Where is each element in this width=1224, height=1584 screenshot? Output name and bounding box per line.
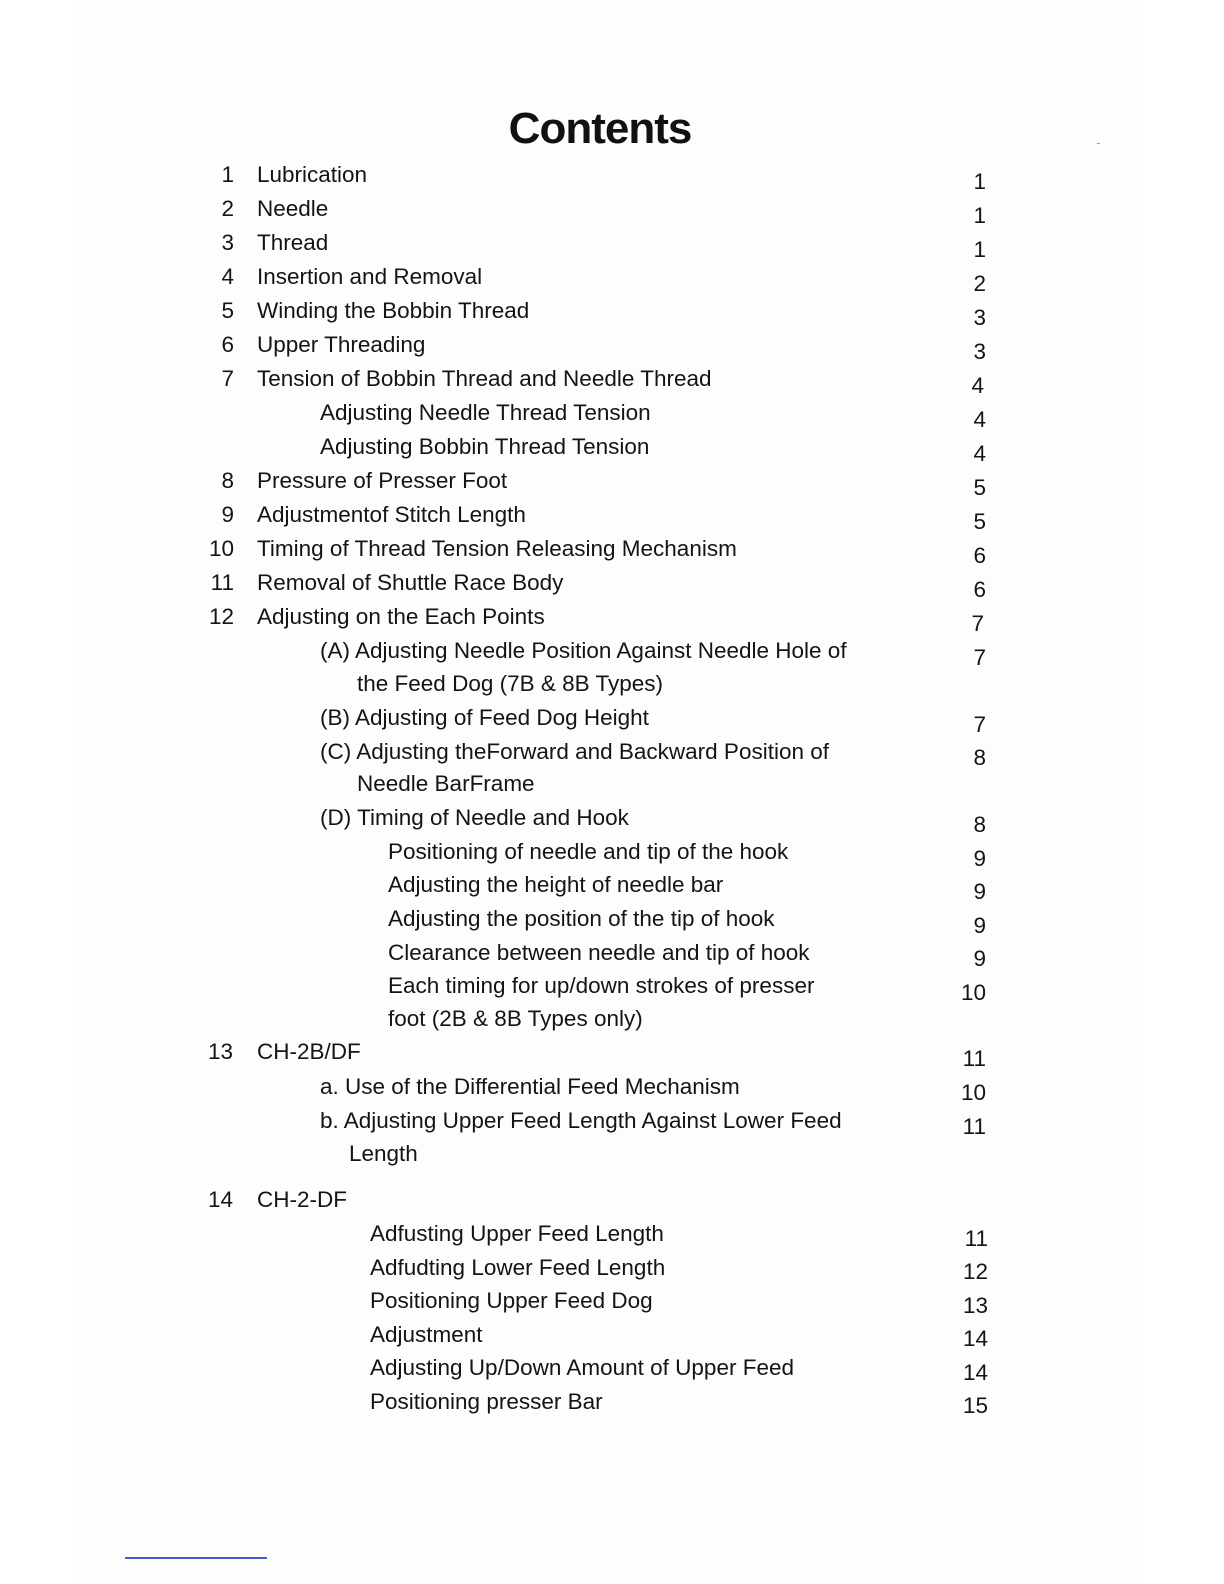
entry-number: 3 [221, 230, 234, 255]
entry-title: CH-2-DF [257, 1187, 347, 1212]
entry-number: 6 [221, 332, 234, 357]
entry-page: 4 [973, 441, 986, 466]
entry-page: 12 [962, 1259, 988, 1284]
entry-page: 6 [973, 577, 986, 602]
entry-page: 11 [962, 1114, 986, 1139]
entry-title: a. Use of the Differential Feed Mechanism [320, 1074, 740, 1099]
entry-title: Adjustmentof Stitch Length [257, 502, 526, 527]
page-title: Contents [508, 104, 692, 153]
entry-page: 10 [960, 980, 986, 1005]
entry-number: 2 [221, 196, 234, 221]
entry-page: 14 [962, 1326, 988, 1351]
entry-page: 4 [971, 373, 984, 398]
entry-title: (C) Adjusting theForward and Backward Position of [320, 739, 829, 764]
entry-title: the Feed Dog (7B & 8B Types) [357, 671, 664, 696]
bottom-link-underline [125, 1557, 267, 1559]
entry-page: 5 [973, 509, 986, 534]
entry-title: Adjusting Bobbin Thread Tension [320, 434, 650, 459]
entry-title: foot (2B & 8B Types only) [388, 1006, 643, 1031]
entry-page: 13 [962, 1293, 988, 1318]
entry-title: Adfudting Lower Feed Length [370, 1255, 666, 1280]
entry-number: 14 [207, 1187, 233, 1212]
entry-page: 10 [960, 1080, 986, 1105]
entry-number: 11 [210, 570, 234, 595]
entry-page: 1 [973, 203, 986, 228]
entry-number: 12 [208, 604, 234, 629]
entry-title: (B) Adjusting of Feed Dog Height [320, 705, 649, 730]
entry-page: 3 [973, 305, 986, 330]
entry-title: Adjusting Needle Thread Tension [320, 400, 651, 425]
entry-title: Lubrication [257, 162, 368, 187]
entry-title: Upper Threading [257, 332, 426, 357]
entry-page: 14 [962, 1360, 988, 1385]
entry-number: 10 [208, 536, 234, 561]
entry-title: Adjusting the position of the tip of hook [388, 906, 775, 931]
entry-number: 13 [207, 1039, 233, 1064]
entry-page: 3 [973, 339, 986, 364]
entry-page: 1 [973, 169, 986, 194]
entry-title: Adjusting Up/Down Amount of Upper Feed [370, 1355, 794, 1380]
entry-page: 7 [973, 645, 986, 670]
entry-title: Adjusting on the Each Points [257, 604, 545, 629]
entry-title: Timing of Thread Tension Releasing Mechanism [257, 536, 737, 561]
entry-page: 6 [973, 543, 986, 568]
entry-page: 15 [962, 1393, 988, 1418]
entry-title: Tension of Bobbin Thread and Needle Thread [257, 366, 712, 391]
entry-page: 9 [973, 946, 986, 971]
entry-page: 7 [973, 712, 986, 737]
entry-title: Thread [257, 230, 329, 255]
entry-number: 5 [221, 298, 234, 323]
entry-title: Adfusting Upper Feed Length [370, 1221, 664, 1246]
entry-page: 9 [973, 846, 986, 871]
entry-page: 9 [973, 879, 986, 904]
entry-title: (A) Adjusting Needle Position Against Needle Hole of [320, 638, 847, 663]
entry-page: 1 [973, 237, 986, 262]
entry-title: Positioning of needle and tip of the hook [388, 839, 789, 864]
entry-page: 8 [973, 745, 986, 770]
entry-title: Positioning Upper Feed Dog [370, 1288, 653, 1313]
entry-title: Length [349, 1141, 418, 1166]
entry-number: 4 [221, 264, 234, 289]
entry-page: 9 [973, 913, 986, 938]
entry-page: 11 [962, 1046, 986, 1071]
entry-title: Removal of Shuttle Race Body [257, 570, 564, 595]
entry-title: Winding the Bobbin Thread [257, 298, 530, 323]
entry-title: Positioning presser Bar [370, 1389, 603, 1414]
entry-title: b. Adjusting Upper Feed Length Against Lower Feed [320, 1108, 842, 1133]
entry-page: 4 [973, 407, 986, 432]
entry-title: Each timing for up/down strokes of presser [388, 973, 815, 998]
entry-number: 7 [221, 366, 234, 391]
entry-page: 8 [973, 812, 986, 837]
entry-page: 5 [973, 475, 986, 500]
entry-title: CH-2B/DF [257, 1039, 361, 1064]
entry-number: 1 [221, 162, 234, 187]
entry-number: 9 [221, 502, 234, 527]
entry-number: 8 [221, 468, 234, 493]
entry-title: Adjustment [370, 1322, 483, 1347]
entry-page: 11 [964, 1226, 988, 1251]
entry-title: Adjusting the height of needle bar [388, 872, 724, 897]
entry-title: Needle [257, 196, 329, 221]
entry-title: Pressure of Presser Foot [257, 468, 508, 493]
entry-page: 2 [973, 271, 986, 296]
entry-title: (D) Timing of Needle and Hook [320, 805, 629, 830]
entry-title: Insertion and Removal [257, 264, 483, 289]
entry-title: Clearance between needle and tip of hook [388, 940, 810, 965]
entry-title: Needle BarFrame [357, 771, 535, 796]
entry-page: 7 [971, 611, 984, 636]
